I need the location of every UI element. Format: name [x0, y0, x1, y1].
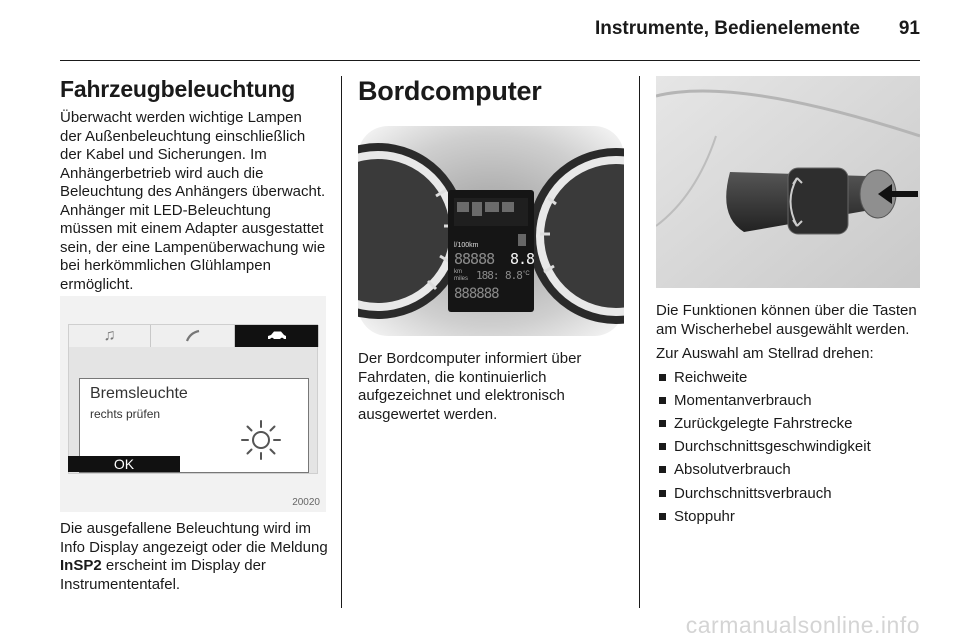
header-rule	[60, 60, 920, 61]
bullet-icon	[659, 513, 666, 520]
info-display-figure	[60, 296, 326, 512]
tab-vehicle	[235, 325, 319, 347]
select-label: Zur Auswahl am Stellrad drehen:	[656, 345, 874, 362]
lighting-caption: Die ausgefallene Beleuchtung wird im Info Display angezeigt oder die Meldung InSP2 erscheint im Display der Instrumententafel.	[60, 520, 328, 593]
bullet-icon	[659, 490, 666, 497]
watermark: carmanualsonline.info	[685, 612, 920, 638]
tab-audio	[69, 325, 151, 347]
function-list	[656, 366, 922, 528]
dialog-title: Bremsleuchte	[90, 385, 188, 402]
display-digits-main-end: 8.8	[510, 250, 535, 268]
bulb-icon	[238, 417, 284, 463]
phone-icon	[184, 329, 202, 343]
bullet-icon	[659, 374, 666, 381]
column-divider-1	[341, 76, 342, 608]
section-vehicle-lighting	[60, 76, 326, 294]
display-digits-bottom: 888888	[454, 286, 499, 302]
section-heading-lighting: Fahrzeugbeleuchtung	[60, 76, 296, 102]
unit-km: km	[454, 269, 462, 275]
info-display-screen	[68, 324, 318, 474]
column-divider-2	[639, 76, 640, 608]
insp2-code: InSP2	[60, 557, 102, 574]
instructions-intro: Die Funktionen können über die Tasten am Wischerhebel ausgewählt werden.	[656, 302, 917, 338]
list-item: Absolutverbrauch	[656, 458, 922, 481]
ok-button: OK	[68, 456, 180, 472]
dialog-subtitle: rechts prüfen	[90, 407, 161, 421]
list-item: Durchschnittsverbrauch	[656, 482, 922, 505]
lighting-body-text: Überwacht werden wichtige Lampen der Außenbeleuchtung einschließlich der Kabel und Sicherungen. Im Anhängerbetrieb wird auch die Beleuchtung des Anhängers überwacht. Anhänger mit LED-Beleuchtung müssen mit einem Adapter ausgestattet sein, der eine Lampenüberwachung wie bei herkömmlichen Glühlampen ermöglicht.	[60, 109, 326, 293]
trip-computer-body: Der Bordcomputer informiert über Fahrdaten, die kontinuierlich aufgezeichnet und elektronisch ausgewertet werden.	[358, 350, 582, 423]
list-item: Stoppuhr	[656, 505, 922, 528]
section-trip-computer	[358, 76, 624, 107]
trip-computer-instructions	[656, 302, 922, 528]
list-item: Momentanverbrauch	[656, 389, 922, 412]
instrument-cluster-figure	[358, 126, 624, 336]
figure-number: 20020	[292, 497, 320, 508]
display-digits-temp: 8.8	[505, 269, 522, 282]
unit-celsius: °C	[523, 271, 530, 277]
running-header: Instrumente, Bedienelemente	[594, 18, 860, 39]
list-item: Zurückgelegte Fahrstrecke	[656, 412, 922, 435]
bullet-icon	[659, 443, 666, 450]
tab-phone	[151, 325, 235, 347]
display-digits-mid: 188:	[476, 269, 499, 282]
bullet-icon	[659, 397, 666, 404]
bullet-icon	[659, 420, 666, 427]
page-number: 91	[898, 18, 920, 39]
car-icon	[266, 330, 288, 342]
list-item: Reichweite	[656, 366, 922, 389]
unit-l100km: l/100km	[454, 242, 479, 249]
list-item: Durchschnittsgeschwindigkeit	[656, 435, 922, 458]
section-heading-trip-computer: Bordcomputer	[358, 76, 542, 106]
instrument-cluster-photo	[358, 126, 624, 336]
unit-miles: miles	[454, 276, 469, 282]
wiper-lever-photo	[656, 76, 920, 288]
display-digits-main: 88888	[454, 250, 495, 268]
wiper-lever-figure	[656, 76, 920, 288]
bullet-icon	[659, 466, 666, 473]
music-note-icon: ♫	[103, 327, 116, 344]
